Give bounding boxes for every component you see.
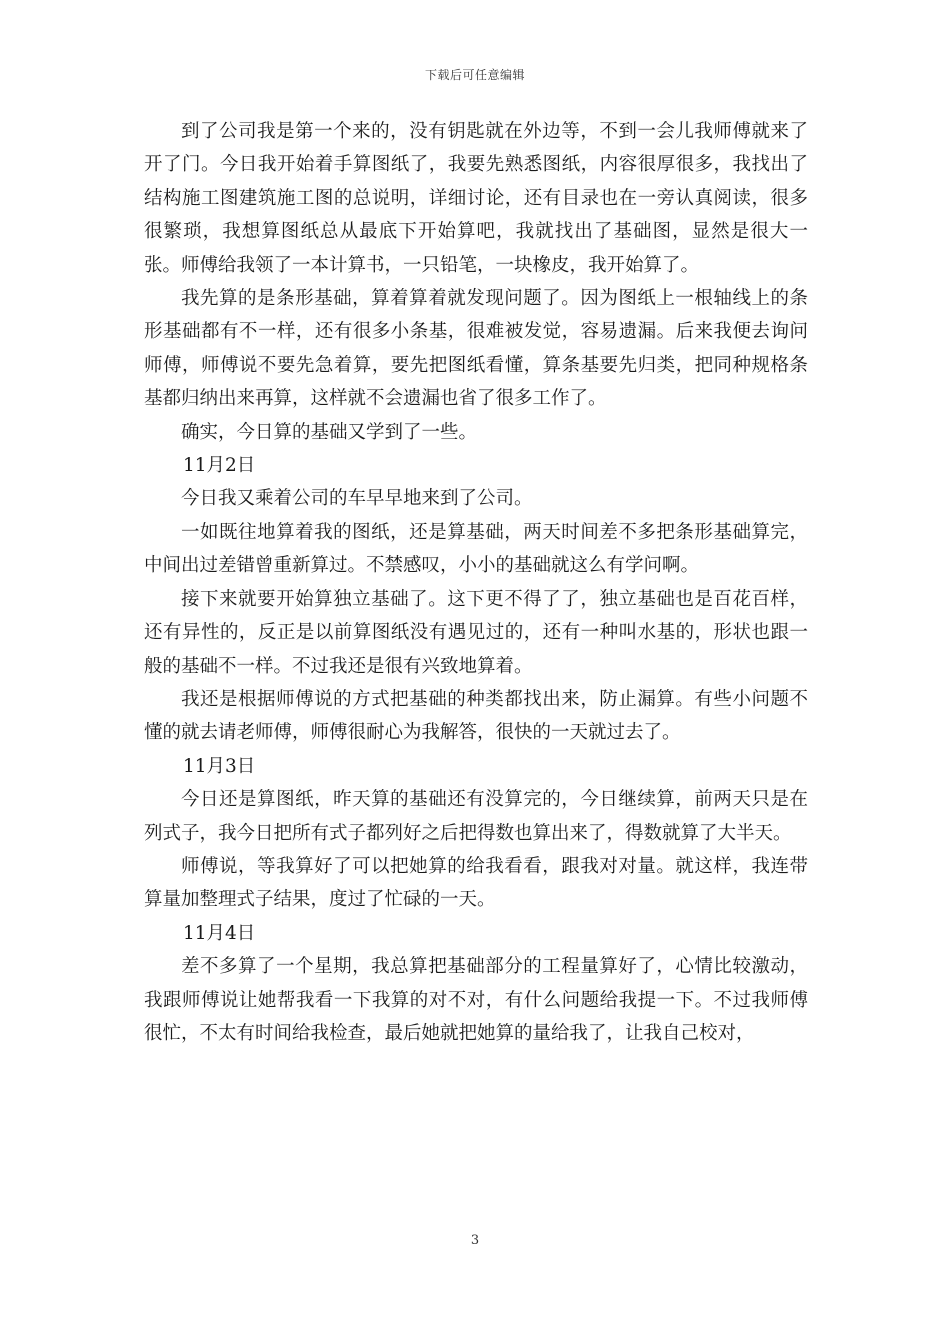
paragraph: 师傅说，等我算好了可以把她算的给我看看，跟我对对量。就这样，我连带算量加整理式子结果，度过了忙碌的一天。 [144, 855, 808, 911]
paragraph: 确实，今日算的基础又学到了一些。 [181, 421, 478, 443]
date-heading: 11月3日 [183, 755, 256, 777]
paragraph: 今日我又乘着公司的车早早地来到了公司。 [181, 488, 533, 510]
paragraph: 我先算的是条形基础，算着算着就发现问题了。因为图纸上一根轴线上的条形基础都有不一样，还有很多小条基，很难被发觉，容易遗漏。后来我便去询问师傅，师傅说不要先急着算，要先把图纸看懂，算条基要先归类，把同种规格条基都归纳出来再算，这样就不会遗漏也省了很多工作了。 [144, 288, 808, 410]
paragraph: 我还是根据师傅说的方式把基础的种类都找出来，防止漏算。有些小问题不懂的就去请老师傅，师傅很耐心为我解答，很快的一天就过去了。 [144, 688, 808, 744]
document-body [144, 115, 808, 1050]
date-heading: 11月2日 [183, 455, 256, 477]
paragraph: 接下来就要开始算独立基础了。这下更不得了了，独立基础也是百花百样，还有异性的，反正是以前算图纸没有遇见过的，还有一种叫水基的，形状也跟一般的基础不一样。不过我还是很有兴致地算着。 [144, 588, 808, 677]
paragraph: 差不多算了一个星期，我总算把基础部分的工程量算好了，心情比较激动，我跟师傅说让她帮我看一下我算的对不对，有什么问题给我提一下。不过我师傅很忙，不太有时间给我检查，最后她就把她算的量给我了，让我自己校对， [144, 956, 808, 1044]
page-number: 3 [470, 1233, 480, 1248]
page-header: 下载后可任意编辑 [424, 68, 525, 82]
paragraph: 到了公司我是第一个来的，没有钥匙就在外边等，不到一会儿我师傅就来了开了门。今日我开始着手算图纸了，我要先熟悉图纸，内容很厚很多，我找出了结构施工图建筑施工图的总说明，详细讨论，还有目录也在一旁认真阅读，很多很繁琐，我想算图纸总从最底下开始算吧，我就找出了基础图，显然是很大一张。师傅给我领了一本计算书，一只铅笔，一块橡皮，我开始算了。 [144, 121, 808, 276]
date-heading: 11月4日 [183, 922, 256, 944]
paragraph: 一如既往地算着我的图纸，还是算基础，两天时间差不多把条形基础算完，中间出过差错曾重新算过。不禁感叹，小小的基础就这么有学问啊。 [144, 521, 808, 577]
paragraph: 今日还是算图纸，昨天算的基础还有没算完的，今日继续算，前两天只是在列式子，我今日把所有式子都列好之后把得数也算出来了，得数就算了大半天。 [144, 789, 808, 844]
